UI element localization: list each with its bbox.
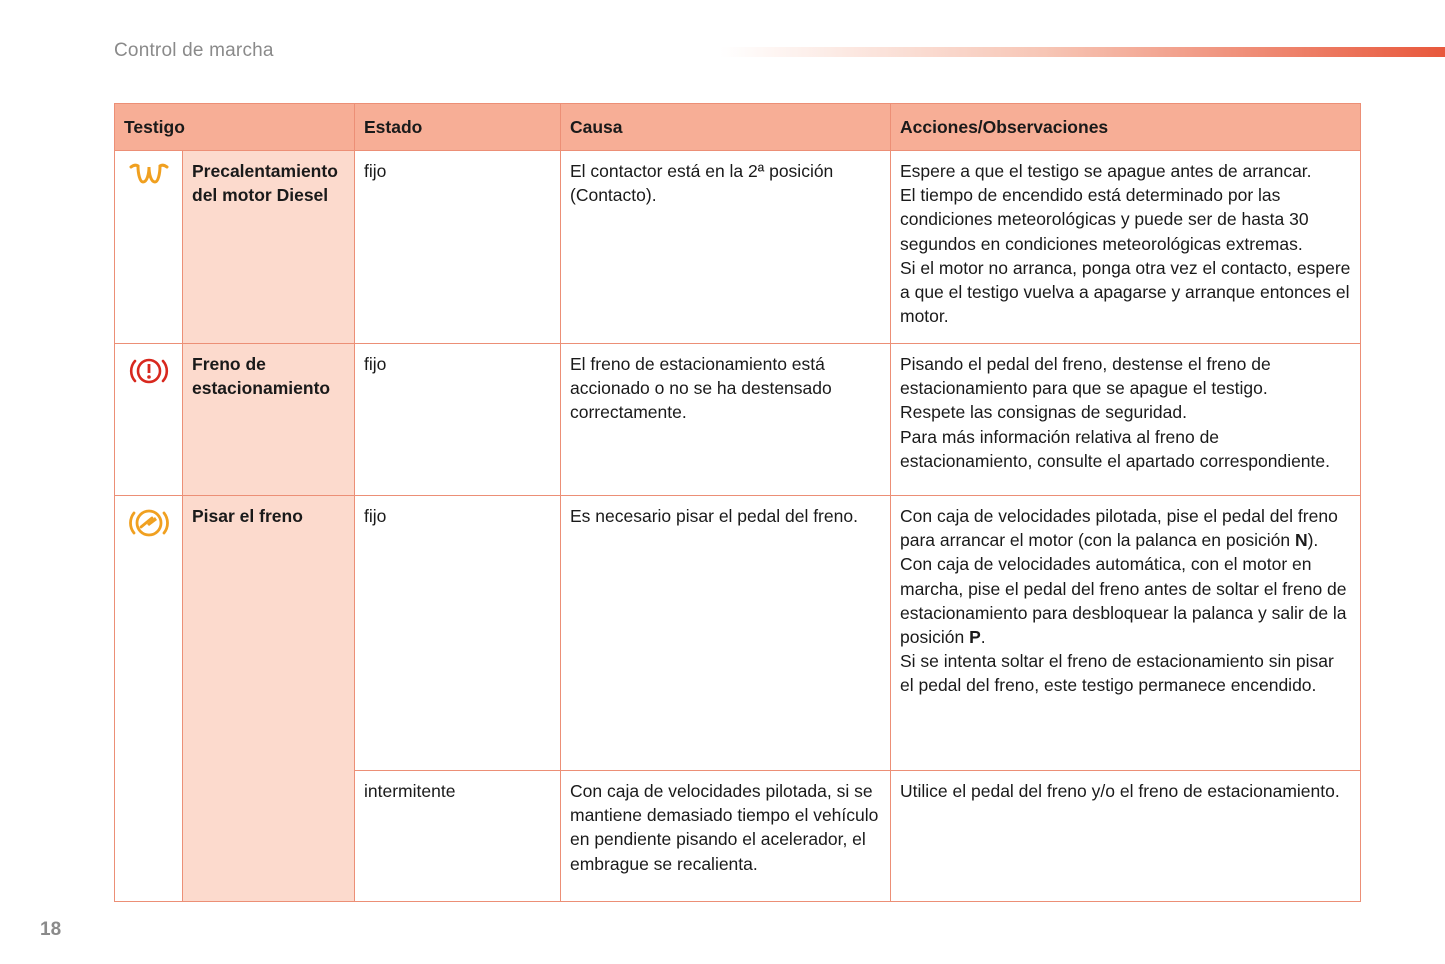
table-row [115,496,1361,771]
warning-name: Freno de estacionamiento [183,344,355,496]
warning-name: Precalentamiento del motor Diesel [183,151,355,344]
accion-text: Pisando el pedal del freno, destense el freno de estacionamiento para que se apague el testigo. [900,354,1271,399]
acciones-cell [891,344,1361,496]
warning-name: Pisar el freno [183,496,355,902]
accion-text: Para más información relativa al freno de estacionamiento, consulte el apartado correspondiente. [900,426,1330,471]
icon-cell [115,344,183,496]
causa-cell: El contactor está en la 2ª posición (Contacto). [561,151,891,344]
estado-cell: intermitente [355,771,561,902]
causa-cell: Con caja de velocidades pilotada, si se mantiene demasiado tiempo el vehículo en pendiente pisando el acelerador, el embrague se recalienta. [561,771,891,902]
section-title: Control de marcha [114,40,274,61]
accion-text: Si se intenta soltar el freno de estacionamiento sin pisar el pedal del freno, este testigo permanece encendido. [900,651,1334,696]
table-header-row [115,104,1361,151]
warning-lights-table [114,103,1361,902]
estado-cell: fijo [355,496,561,771]
table-row [115,151,1361,344]
acciones-cell [891,151,1361,344]
acciones-cell [891,496,1361,771]
page-number: 18 [40,919,62,940]
accion-text: Respete las consignas de seguridad. [900,402,1187,423]
causa-cell: Es necesario pisar el pedal del freno. [561,496,891,771]
accion-text: Con caja de velocidades automática, con el motor en marcha, pise el pedal del freno antes de soltar el freno de estacionamiento para desbloquear la palanca y salir de la posición P. [900,554,1347,648]
estado-cell: fijo [355,344,561,496]
parking-brake-icon [115,354,182,388]
accion-text: El tiempo de encendido está determinado por las condiciones meteorológicas y puede ser de hasta 30 segundos en condiciones meteorológicas extremas. [900,185,1309,254]
estado-cell: fijo [355,151,561,344]
accion-text: Si el motor no arranca, ponga otra vez el contacto, espere a que el testigo vuelva a apagarse y arranque entonces el motor. [900,257,1351,327]
acciones-cell: Utilice el pedal del freno y/o el freno de estacionamiento. [891,771,1361,902]
column-header-estado: Estado [355,104,561,151]
glow-plug-icon [115,161,182,187]
column-header-testigo: Testigo [115,104,355,151]
accion-text: Con caja de velocidades pilotada, pise el pedal del freno para arrancar el motor (con la palanca en posición N). [900,506,1338,551]
column-header-causa: Causa [561,104,891,151]
accion-text: Espere a que el testigo se apague antes de arrancar. [900,161,1312,181]
icon-cell [115,151,183,344]
icon-cell [115,496,183,902]
header-accent-bar [720,47,1445,57]
causa-cell: El freno de estacionamiento está accionado o no se ha destensado correctamente. [561,344,891,496]
table-row [115,344,1361,496]
foot-on-brake-icon [115,506,182,540]
column-header-acciones: Acciones/Observaciones [891,104,1361,151]
